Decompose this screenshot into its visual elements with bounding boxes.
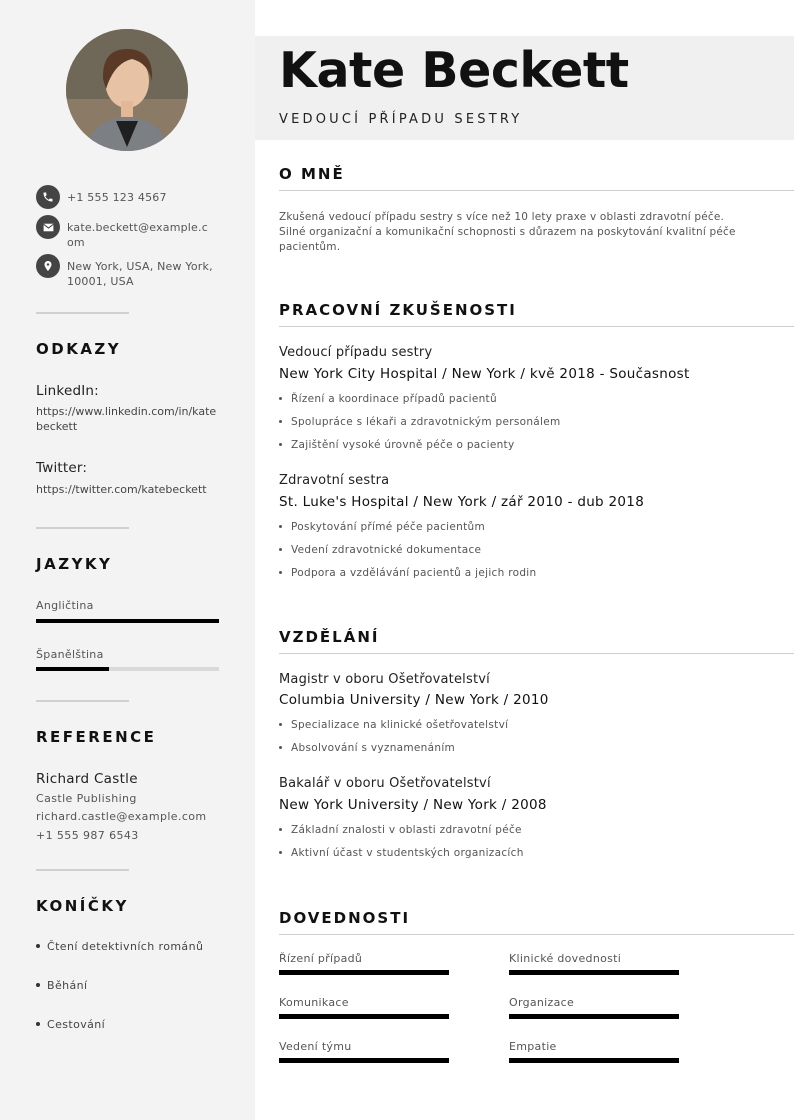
section-divider [279,326,794,327]
bullet-dot [279,548,282,551]
location-icon [36,254,60,278]
email-icon [36,215,60,239]
skill-level-bar [279,1014,449,1019]
bullet-dot [36,944,40,948]
job-bullet [279,567,536,579]
divider [36,312,129,314]
bullet-dot [36,1022,40,1026]
job-employer: New York City Hospital / New York / kvě 2018 - Současnost [279,366,690,382]
bullet-text: Základní znalosti v oblasti zdravotní péče [291,824,522,836]
bullet-text: Specializace na klinické ošetřovatelství [291,719,509,731]
bullet-text: Poskytování přímé péče pacientům [291,521,485,533]
skill-level-bar [509,1058,679,1063]
contact-phone [36,185,226,209]
hobby-item [36,940,203,953]
degree-title: Magistr v oboru Ošetřovatelství [279,672,490,687]
experience-heading: PRACOVNÍ ZKUŠENOSTI [279,301,517,319]
about-heading: O MNĚ [279,165,345,183]
degree-bullet [279,719,508,731]
language-level-fill [36,667,109,671]
reference-name: Richard Castle [36,771,138,787]
candidate-name: Kate Beckett [279,42,629,99]
degree-title: Bakalář v oboru Ošetřovatelství [279,776,491,791]
bullet-dot [36,983,40,987]
degree-school: Columbia University / New York / 2010 [279,692,549,708]
bullet-text: Řízení a koordinace případů pacientů [291,393,497,405]
divider [36,869,129,871]
hobby-label: Čtení detektivních románů [47,940,204,953]
degree-bullet [279,824,522,836]
bullet-dot [279,723,282,726]
skill-level-fill [509,1014,679,1019]
bullet-dot [279,851,282,854]
phone-icon [36,185,60,209]
job-bullet [279,544,481,556]
job-employer: St. Luke's Hospital / New York / zář 2010 - dub 2018 [279,494,645,510]
bullet-text: Aktivní účast v studentských organizacích [291,847,524,859]
skill-level-bar [509,1014,679,1019]
reference-email: richard.castle@example.com [36,810,207,823]
job-position: Vedoucí případu sestry [279,345,433,360]
bullet-dot [279,420,282,423]
degree-school: New York University / New York / 2008 [279,797,547,813]
hobby-item [36,1018,105,1031]
skill-name: Empatie [509,1040,557,1053]
education-heading: VZDĚLÁNÍ [279,628,380,646]
job-bullet [279,416,561,428]
language-name: Španělština [36,648,104,661]
skill-level-bar [279,1058,449,1063]
skill-level-bar [279,970,449,975]
job-bullet [279,393,497,405]
section-divider [279,653,794,654]
skill-name: Organizace [509,996,575,1009]
address-text: New York, USA, New York, 10001, USA [67,260,213,288]
section-divider [279,934,794,935]
email-text: kate.beckett@example.com [67,221,208,249]
skill-level-fill [509,1058,679,1063]
twitter-label: Twitter: [36,460,88,476]
skill-level-bar [509,970,679,975]
divider [36,527,129,529]
twitter-link[interactable]: https://twitter.com/katebeckett [36,483,207,496]
phone-text: +1 555 123 4567 [67,191,167,204]
skill-level-fill [509,970,679,975]
bullet-dot [279,397,282,400]
reference-company: Castle Publishing [36,792,137,805]
bullet-text: Vedení zdravotnické dokumentace [291,544,482,556]
skill-name: Řízení případů [279,952,363,965]
bullet-dot [279,828,282,831]
skill-name: Komunikace [279,996,349,1009]
skill-name: Klinické dovednosti [509,952,622,965]
divider [36,700,129,702]
hobby-label: Cestování [47,1018,106,1031]
job-bullet [279,439,514,451]
language-level-fill [36,619,219,623]
reference-heading: REFERENCE [36,728,157,746]
bullet-text: Absolvování s vyznamenáním [291,742,456,754]
linkedin-label: LinkedIn: [36,383,99,399]
reference-phone: +1 555 987 6543 [36,829,139,842]
language-level-bar [36,619,219,623]
language-name: Angličtina [36,599,94,612]
language-level-bar [36,667,219,671]
contact-email [36,215,226,250]
bullet-dot [279,571,282,574]
bullet-text: Podpora a vzdělávání pacientů a jejich rodin [291,567,537,579]
skill-level-fill [279,970,449,975]
bullet-text: Zajištění vysoké úrovně péče o pacienty [291,439,515,451]
profile-photo [66,29,188,151]
bullet-dot [279,443,282,446]
bullet-dot [279,525,282,528]
bullet-text: Spolupráce s lékaři a zdravotnickým personálem [291,416,561,428]
linkedin-link[interactable]: https://www.linkedin.com/in/katebeckett [36,405,217,433]
hobby-item [36,979,87,992]
skills-heading: DOVEDNOSTI [279,909,411,927]
skill-name: Vedení týmu [279,1040,352,1053]
about-text: Zkušená vedoucí případu sestry s více než 10 lety praxe v oblasti zdravotní péče. Silné organizační a komunikační schopnosti s důrazem na poskytování kvalitní péče pacientům. [279,211,736,253]
contact-address [36,254,226,289]
job-position: Zdravotní sestra [279,473,390,488]
job-bullet [279,521,485,533]
skill-level-fill [279,1014,449,1019]
hobbies-heading: KONÍČKY [36,897,129,915]
languages-heading: JAZYKY [36,555,113,573]
job-title: VEDOUCÍ PŘÍPADU SESTRY [279,112,523,127]
degree-bullet [279,847,524,859]
degree-bullet [279,742,455,754]
hobby-label: Běhání [47,979,88,992]
section-divider [279,190,794,191]
skill-level-fill [279,1058,449,1063]
links-heading: ODKAZY [36,340,122,358]
bullet-dot [279,746,282,749]
